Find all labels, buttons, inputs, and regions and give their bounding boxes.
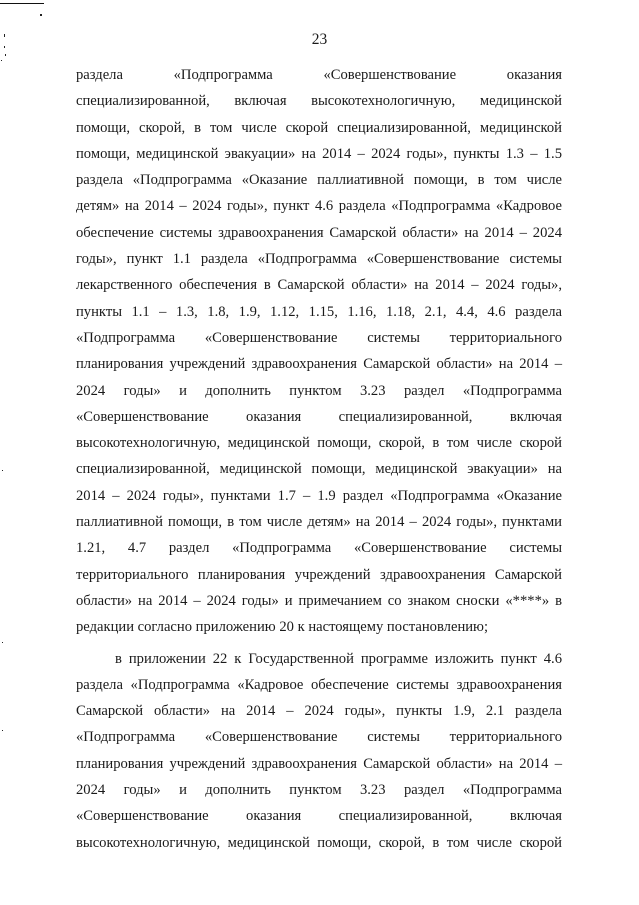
text-line: лекарственного обеспечения в Самарской области» на 2014 – 2024 годы», — [76, 277, 562, 294]
text-line: специализированной, медицинской помощи, медицинской эвакуации» на — [76, 461, 562, 478]
text-line: раздела «Подпрограмма «Кадровое обеспечение системы здравоохранения — [76, 676, 562, 693]
text-line: 2014 – 2024 годы», пунктами 1.7 – 1.9 раздел «Подпрограмма «Оказание — [76, 487, 562, 504]
text-line: высокотехнологичную, медицинской помощи, скорой, в том числе скорой — [76, 435, 562, 452]
text-line: 2024 годы» и дополнить пунктом 3.23 раздел «Подпрограмма — [76, 782, 562, 799]
text-line: помощи, медицинской эвакуации» на 2014 – 2024 годы», пункты 1.3 – 1.5 — [76, 145, 562, 162]
text-line: детям» на 2014 – 2024 годы», пункт 4.6 раздела «Подпрограмма «Кадровое — [76, 198, 562, 215]
text-line: 2024 годы» и дополнить пунктом 3.23 раздел «Подпрограмма — [76, 382, 562, 399]
text-line: высокотехнологичную, медицинской помощи, скорой, в том числе скорой — [76, 834, 562, 851]
scan-speck — [5, 54, 6, 56]
document-body — [76, 62, 562, 856]
text-line: «Совершенствование оказания специализированной, включая — [76, 808, 562, 825]
text-line: редакции согласно приложению 20 к настоящему постановлению; — [76, 619, 489, 636]
text-line: помощи, скорой, в том числе скорой специализированной, медицинской — [76, 119, 562, 136]
text-line: «Подпрограмма «Совершенствование системы территориального — [76, 729, 562, 746]
scan-speck — [2, 470, 3, 471]
text-line: пункты 1.1 – 1.3, 1.8, 1.9, 1.12, 1.15, 1.16, 1.18, 2.1, 4.4, 4.6 раздела — [76, 303, 562, 320]
text-line: планирования учреждений здравоохранения Самарской области» на 2014 – — [76, 755, 562, 772]
scan-speck — [1, 60, 2, 61]
paragraph — [76, 646, 562, 856]
paragraph — [76, 62, 562, 641]
text-line: территориального планирования учреждений здравоохранения Самарской — [76, 566, 562, 583]
corner-rule — [0, 3, 44, 4]
text-line: обеспечение системы здравоохранения Самарской области» на 2014 – 2024 — [76, 224, 562, 241]
scan-speck — [40, 14, 42, 16]
text-line: 1.21, 4.7 раздел «Подпрограмма «Совершенствование системы — [76, 540, 562, 557]
text-line: раздела «Подпрограмма «Оказание паллиативной помощи, в том числе — [76, 172, 562, 189]
text-line: специализированной, включая высокотехнологичную, медицинской — [76, 93, 562, 110]
page-number: 23 — [311, 31, 328, 48]
text-line: Самарской области» на 2014 – 2024 годы», пункты 1.9, 2.1 раздела — [76, 703, 562, 720]
scan-speck — [2, 642, 3, 643]
text-line: области» на 2014 – 2024 годы» и примечанием со знаком сноски «****» в — [76, 592, 562, 609]
scan-margin-marks — [0, 0, 46, 905]
text-line: раздела «Подпрограмма «Совершенствование оказания — [76, 67, 562, 83]
text-line: в приложении 22 к Государственной программе изложить пункт 4.6 — [115, 650, 562, 667]
text-line: годы», пункт 1.1 раздела «Подпрограмма «Совершенствование системы — [76, 251, 562, 268]
text-line: «Совершенствование оказания специализированной, включая — [76, 408, 562, 425]
text-line: паллиативной помощи, в том числе детям» на 2014 – 2024 годы», пунктами — [76, 514, 562, 531]
text-line: планирования учреждений здравоохранения Самарской области» на 2014 – — [76, 356, 562, 373]
text-line: «Подпрограмма «Совершенствование системы территориального — [76, 329, 562, 346]
scan-speck — [2, 730, 3, 731]
